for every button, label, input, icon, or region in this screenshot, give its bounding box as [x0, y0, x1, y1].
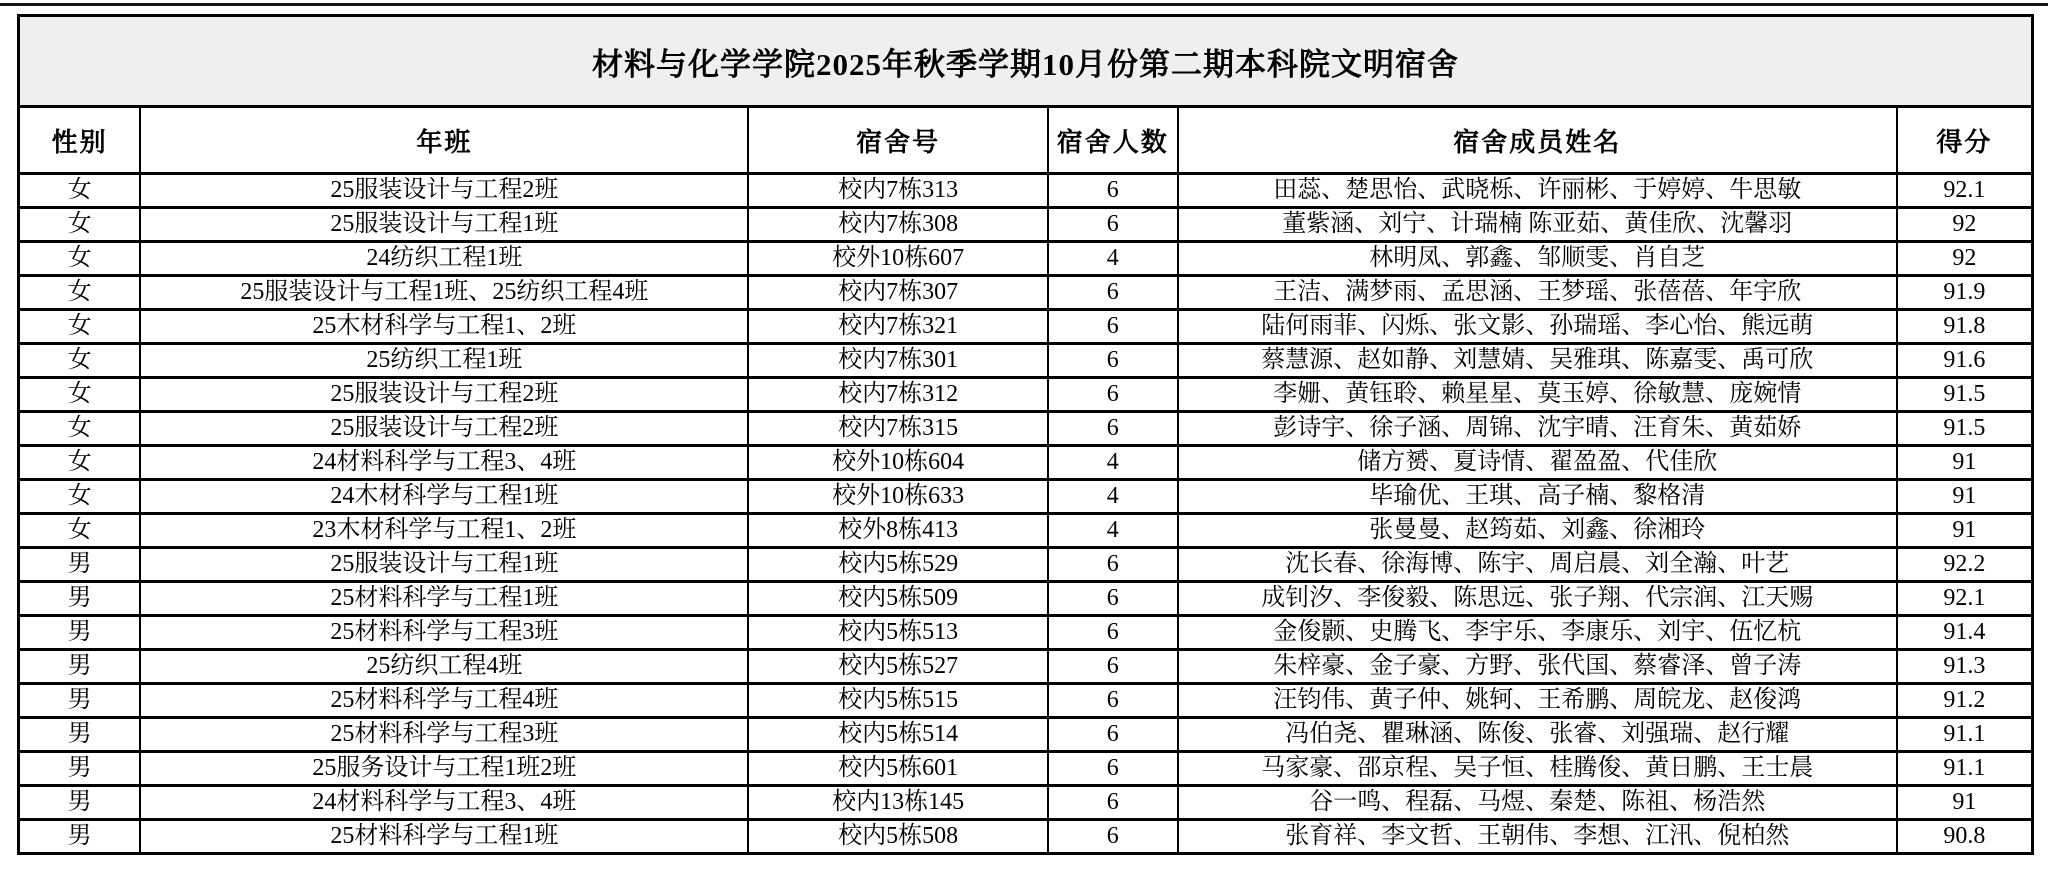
- count-cell: 6: [1048, 820, 1178, 854]
- gender-cell: 男: [19, 650, 141, 684]
- gender-cell: 男: [19, 582, 141, 616]
- score-cell: 91.1: [1897, 752, 2033, 786]
- class-cell: 25服装设计与工程2班: [140, 412, 748, 446]
- class-cell: 24材料科学与工程3、4班: [140, 446, 748, 480]
- table-row: [19, 718, 2033, 752]
- gender-cell: 女: [19, 208, 141, 242]
- gender-cell: 女: [19, 310, 141, 344]
- score-cell: 91.8: [1897, 310, 2033, 344]
- count-cell: 6: [1048, 548, 1178, 582]
- class-cell: 25纺织工程4班: [140, 650, 748, 684]
- table-row: [19, 786, 2033, 820]
- class-cell: 25服装设计与工程2班: [140, 174, 748, 208]
- room-cell: 校内7栋308: [748, 208, 1047, 242]
- count-cell: 6: [1048, 684, 1178, 718]
- count-cell: 6: [1048, 412, 1178, 446]
- count-cell: 6: [1048, 276, 1178, 310]
- room-cell: 校内7栋315: [748, 412, 1047, 446]
- count-cell: 6: [1048, 718, 1178, 752]
- room-cell: 校内7栋301: [748, 344, 1047, 378]
- count-cell: 6: [1048, 174, 1178, 208]
- score-cell: 91.5: [1897, 412, 2033, 446]
- class-cell: 25材料科学与工程1班: [140, 820, 748, 854]
- col-header-score: 得分: [1897, 107, 2033, 174]
- table-row: [19, 514, 2033, 548]
- class-cell: 25服装设计与工程1班: [140, 208, 748, 242]
- members-cell: 冯伯尧、瞿琳涵、陈俊、张睿、刘强瑞、赵行耀: [1178, 718, 1897, 752]
- table-row: [19, 174, 2033, 208]
- score-cell: 91.6: [1897, 344, 2033, 378]
- gender-cell: 女: [19, 446, 141, 480]
- members-cell: 马家豪、邵京程、吴子恒、桂腾俊、黄日鹏、王士晨: [1178, 752, 1897, 786]
- score-cell: 91.4: [1897, 616, 2033, 650]
- class-cell: 24木材科学与工程1班: [140, 480, 748, 514]
- members-cell: 朱梓豪、金子豪、方野、张代国、蔡睿泽、曾子涛: [1178, 650, 1897, 684]
- members-cell: 董紫涵、刘宁、计瑞楠 陈亚茹、黄佳欣、沈馨羽: [1178, 208, 1897, 242]
- count-cell: 6: [1048, 378, 1178, 412]
- members-cell: 毕瑜优、王琪、高子楠、黎格清: [1178, 480, 1897, 514]
- gender-cell: 男: [19, 684, 141, 718]
- class-cell: 25材料科学与工程4班: [140, 684, 748, 718]
- score-cell: 91.2: [1897, 684, 2033, 718]
- score-cell: 90.8: [1897, 820, 2033, 854]
- room-cell: 校内7栋321: [748, 310, 1047, 344]
- members-cell: 张曼曼、赵筠茹、刘鑫、徐湘玲: [1178, 514, 1897, 548]
- table-row: [19, 208, 2033, 242]
- col-header-room: 宿舍号: [748, 107, 1047, 174]
- col-header-members: 宿舍成员姓名: [1178, 107, 1897, 174]
- room-cell: 校内5栋601: [748, 752, 1047, 786]
- room-cell: 校外8栋413: [748, 514, 1047, 548]
- members-cell: 储方赟、夏诗情、翟盈盈、代佳欣: [1178, 446, 1897, 480]
- score-cell: 91: [1897, 514, 2033, 548]
- count-cell: 4: [1048, 514, 1178, 548]
- score-cell: 91: [1897, 446, 2033, 480]
- score-cell: 91.5: [1897, 378, 2033, 412]
- gender-cell: 女: [19, 378, 141, 412]
- gender-cell: 男: [19, 548, 141, 582]
- members-cell: 蔡慧源、赵如静、刘慧婧、吴雅琪、陈嘉雯、禹可欣: [1178, 344, 1897, 378]
- class-cell: 24纺织工程1班: [140, 242, 748, 276]
- class-cell: 25材料科学与工程3班: [140, 616, 748, 650]
- members-cell: 李姗、黄钰聆、赖星星、莫玉婷、徐敏慧、庞婉情: [1178, 378, 1897, 412]
- room-cell: 校内5栋509: [748, 582, 1047, 616]
- col-header-count: 宿舍人数: [1048, 107, 1178, 174]
- class-cell: 25服装设计与工程1班、25纺织工程4班: [140, 276, 748, 310]
- class-cell: 25材料科学与工程3班: [140, 718, 748, 752]
- room-cell: 校内7栋307: [748, 276, 1047, 310]
- room-cell: 校外10栋604: [748, 446, 1047, 480]
- table-row: [19, 276, 2033, 310]
- count-cell: 6: [1048, 344, 1178, 378]
- table-row: [19, 446, 2033, 480]
- room-cell: 校内5栋508: [748, 820, 1047, 854]
- members-cell: 成钊汐、李俊毅、陈思远、张子翔、代宗润、江天赐: [1178, 582, 1897, 616]
- gender-cell: 女: [19, 276, 141, 310]
- score-cell: 92: [1897, 242, 2033, 276]
- score-cell: 91.1: [1897, 718, 2033, 752]
- table-row: [19, 548, 2033, 582]
- count-cell: 4: [1048, 480, 1178, 514]
- score-cell: 91: [1897, 786, 2033, 820]
- table-row: [19, 480, 2033, 514]
- dorm-score-table: [17, 14, 2034, 855]
- gender-cell: 男: [19, 616, 141, 650]
- col-header-class: 年班: [140, 107, 748, 174]
- members-cell: 谷一鸣、程磊、马煜、秦楚、陈祖、杨浩然: [1178, 786, 1897, 820]
- gender-cell: 男: [19, 752, 141, 786]
- count-cell: 6: [1048, 752, 1178, 786]
- class-cell: 25材料科学与工程1班: [140, 582, 748, 616]
- room-cell: 校外10栋607: [748, 242, 1047, 276]
- count-cell: 6: [1048, 786, 1178, 820]
- gender-cell: 女: [19, 480, 141, 514]
- header-row: [19, 107, 2033, 174]
- members-cell: 林明凤、郭鑫、邹顺雯、肖自芝: [1178, 242, 1897, 276]
- room-cell: 校内5栋515: [748, 684, 1047, 718]
- score-cell: 92.1: [1897, 174, 2033, 208]
- table-row: [19, 242, 2033, 276]
- members-cell: 王洁、满梦雨、孟思涵、王梦瑶、张蓓蓓、年宇欣: [1178, 276, 1897, 310]
- members-cell: 田蕊、楚思怡、武晓栎、许丽彬、于婷婷、牛思敏: [1178, 174, 1897, 208]
- room-cell: 校内5栋527: [748, 650, 1047, 684]
- table-row: [19, 344, 2033, 378]
- count-cell: 6: [1048, 582, 1178, 616]
- members-cell: 彭诗宇、徐子涵、周锦、沈宇晴、汪育朱、黄茹娇: [1178, 412, 1897, 446]
- score-cell: 91.9: [1897, 276, 2033, 310]
- count-cell: 6: [1048, 616, 1178, 650]
- room-cell: 校内5栋529: [748, 548, 1047, 582]
- table-row: [19, 378, 2033, 412]
- class-cell: 23木材科学与工程1、2班: [140, 514, 748, 548]
- score-cell: 91: [1897, 480, 2033, 514]
- gender-cell: 女: [19, 344, 141, 378]
- table-row: [19, 616, 2033, 650]
- table-body: [19, 174, 2033, 854]
- class-cell: 25木材科学与工程1、2班: [140, 310, 748, 344]
- members-cell: 汪钧伟、黄子仲、姚轲、王希鹏、周皖龙、赵俊鸿: [1178, 684, 1897, 718]
- class-cell: 25服装设计与工程1班: [140, 548, 748, 582]
- class-cell: 24材料科学与工程3、4班: [140, 786, 748, 820]
- score-cell: 92: [1897, 208, 2033, 242]
- score-cell: 92.2: [1897, 548, 2033, 582]
- gender-cell: 男: [19, 820, 141, 854]
- gender-cell: 女: [19, 514, 141, 548]
- members-cell: 张育祥、李文哲、王朝伟、李想、江汛、倪柏然: [1178, 820, 1897, 854]
- count-cell: 4: [1048, 242, 1178, 276]
- gender-cell: 女: [19, 242, 141, 276]
- title-row: [19, 16, 2033, 107]
- table-title: 材料与化学学院2025年秋季学期10月份第二期本科院文明宿舍: [19, 16, 2033, 107]
- score-cell: 92.1: [1897, 582, 2033, 616]
- table-row: [19, 752, 2033, 786]
- gender-cell: 女: [19, 174, 141, 208]
- table-row: [19, 684, 2033, 718]
- members-cell: 沈长春、徐海博、陈宇、周启晨、刘全瀚、叶艺: [1178, 548, 1897, 582]
- room-cell: 校内7栋312: [748, 378, 1047, 412]
- count-cell: 6: [1048, 650, 1178, 684]
- gender-cell: 女: [19, 412, 141, 446]
- col-header-gender: 性别: [19, 107, 141, 174]
- gender-cell: 男: [19, 786, 141, 820]
- class-cell: 25服务设计与工程1班2班: [140, 752, 748, 786]
- count-cell: 6: [1048, 310, 1178, 344]
- room-cell: 校内5栋513: [748, 616, 1047, 650]
- table-row: [19, 582, 2033, 616]
- gender-cell: 男: [19, 718, 141, 752]
- room-cell: 校内13栋145: [748, 786, 1047, 820]
- table-row: [19, 650, 2033, 684]
- members-cell: 金俊颢、史腾飞、李宇乐、李康乐、刘宇、伍忆杭: [1178, 616, 1897, 650]
- room-cell: 校内5栋514: [748, 718, 1047, 752]
- room-cell: 校外10栋633: [748, 480, 1047, 514]
- count-cell: 6: [1048, 208, 1178, 242]
- class-cell: 25服装设计与工程2班: [140, 378, 748, 412]
- score-cell: 91.3: [1897, 650, 2033, 684]
- top-rule: [0, 3, 2048, 6]
- room-cell: 校内7栋313: [748, 174, 1047, 208]
- count-cell: 4: [1048, 446, 1178, 480]
- table-row: [19, 310, 2033, 344]
- table-row: [19, 820, 2033, 854]
- members-cell: 陆何雨菲、闪烁、张文影、孙瑞瑶、李心怡、熊远萌: [1178, 310, 1897, 344]
- table-row: [19, 412, 2033, 446]
- class-cell: 25纺织工程1班: [140, 344, 748, 378]
